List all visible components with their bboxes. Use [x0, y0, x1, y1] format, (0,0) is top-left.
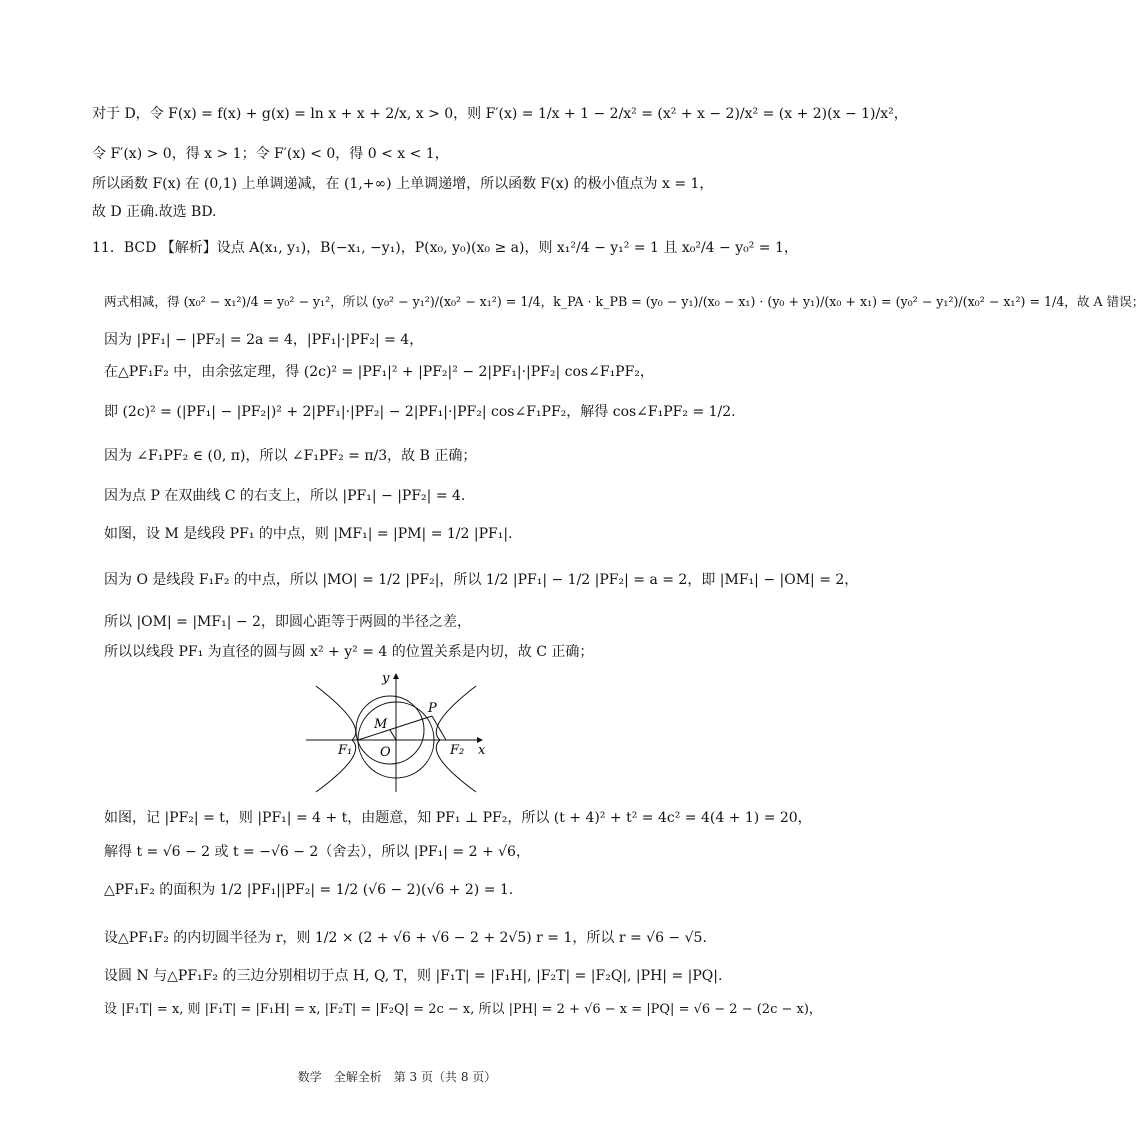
- label-p: P: [428, 701, 437, 716]
- line-7: 因为 |PF₁| − |PF₂| = 2a = 4，|PF₁|·|PF₂| = 4，: [104, 332, 424, 348]
- page-footer: 数学 全解全析 第 3 页（共 8 页）: [297, 1070, 497, 1084]
- line-18: △PF₁F₂ 的面积为 1/2 |PF₁||PF₂| = 1/2 (√6 − 2)(√6 + 2) = 1.: [104, 882, 514, 898]
- hyperbola-figure: [300, 666, 496, 796]
- hyperbola-left-branch: [316, 686, 356, 792]
- line-20: 设圆 N 与△PF₁F₂ 的三边分别相切于点 H, Q, T，则 |F₁T| = |F₁H|, |F₂T| = |F₂Q|, |PH| = |PQ|.: [104, 968, 723, 984]
- line-9: 即 (2c)² = (|PF₁| − |PF₂|)² + 2|PF₁|·|PF₂| − 2|PF₁|·|PF₂| cos∠F₁PF₂，解得 cos∠F₁PF₂ = 1/2.: [104, 404, 736, 420]
- label-o: O: [380, 745, 391, 760]
- line-6: 两式相减，得 (x₀² − x₁²)/4 = y₀² − y₁²，所以 (y₀² − y₁²)/(x₀² − x₁²) = 1/4，k_PA · k_PB = (y₀ − y₁)/(x₀ − x₁) · (y₀ + y₁)/(x₀ + x₁) = (y₀² − y₁²)/(x₀² − x₁²) = 1/4，故 A 错误；: [104, 294, 1144, 309]
- hyperbola-right-branch: [436, 686, 476, 792]
- line-3: 所以函数 F(x) 在 (0,1) 上单调递减，在 (1,+∞) 上单调递增，所以函数 F(x) 的极小值点为 x = 1，: [92, 176, 714, 192]
- line-14: 所以 |OM| = |MF₁| − 2，即圆心距等于两圆的半径之差，: [104, 614, 471, 630]
- line-5: 11．BCD 【解析】设点 A(x₁, y₁)，B(−x₁, −y₁)，P(x₀, y₀)(x₀ ≥ a)，则 x₁²/4 − y₁² = 1 且 x₀²/4 − y₀² = 1，: [92, 240, 798, 256]
- label-f1: F₁: [338, 743, 353, 758]
- line-19: 设△PF₁F₂ 的内切圆半径为 r，则 1/2 × (2 + √6 + √6 − 2 + 2√5) r = 1，所以 r = √6 − √5.: [104, 930, 707, 946]
- line-16: 如图，记 |PF₂| = t，则 |PF₁| = 4 + t，由题意，知 PF₁ ⊥ PF₂，所以 (t + 4)² + t² = 4c² = 4(4 + 1) = 20，: [104, 810, 812, 826]
- line-21: 设 |F₁T| = x, 则 |F₁T| = |F₁H| = x, |F₂T| = |F₂Q| = 2c − x, 所以 |PH| = 2 + √6 − x = |PQ| = √6 − 2 − (2c − x)，: [104, 1002, 822, 1017]
- segment-m-o: [390, 730, 396, 740]
- line-11: 因为点 P 在双曲线 C 的右支上，所以 |PF₁| − |PF₂| = 4.: [104, 488, 466, 504]
- line-1: 对于 D，令 F(x) = f(x) + g(x) = ln x + x + 2/x, x > 0，则 F′(x) = 1/x + 1 − 2/x² = (x² + x − 2)/x² = (x + 2)(x − 1)/x²，: [92, 106, 908, 122]
- hyperbola-diagram: [300, 666, 496, 796]
- line-8: 在△PF₁F₂ 中，由余弦定理，得 (2c)² = |PF₁|² + |PF₂|² − 2|PF₁|·|PF₂| cos∠F₁PF₂，: [104, 364, 654, 380]
- line-13: 因为 O 是线段 F₁F₂ 的中点，所以 |MO| = 1/2 |PF₂|，所以 1/2 |PF₁| − 1/2 |PF₂| = a = 2，即 |MF₁| − |OM| = 2，: [104, 572, 859, 588]
- line-4: 故 D 正确.故选 BD.: [92, 204, 217, 220]
- segment-f1-p: [358, 716, 432, 740]
- line-12: 如图，设 M 是线段 PF₁ 的中点，则 |MF₁| = |PM| = 1/2 |PF₁|.: [104, 526, 513, 542]
- line-2: 令 F′(x) > 0，得 x > 1；令 F′(x) < 0，得 0 < x < 1，: [92, 146, 449, 162]
- line-10: 因为 ∠F₁PF₂ ∈ (0, π)，所以 ∠F₁PF₂ = π/3，故 B 正确；: [104, 448, 477, 464]
- line-15: 所以以线段 PF₁ 为直径的圆与圆 x² + y² = 4 的位置关系是内切，故 C 正确；: [104, 644, 594, 660]
- line-17: 解得 t = √6 − 2 或 t = −√6 − 2（舍去），所以 |PF₁| = 2 + √6，: [104, 844, 530, 860]
- y-axis-label: y: [382, 671, 390, 686]
- label-f2: F₂: [450, 743, 465, 758]
- label-m: M: [374, 717, 388, 732]
- x-axis-label: x: [478, 743, 486, 758]
